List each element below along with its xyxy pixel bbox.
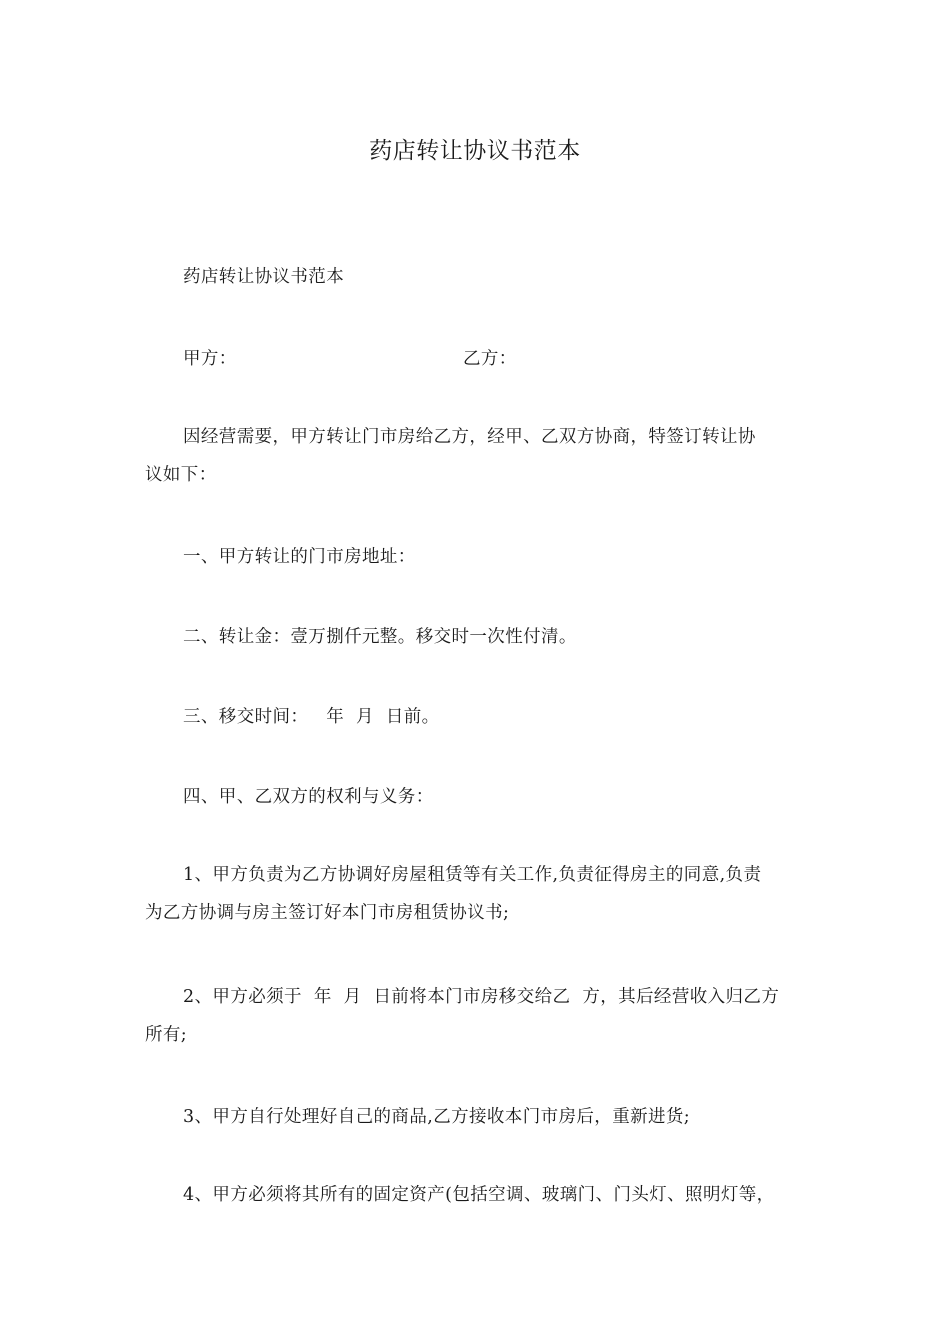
party-row [183,340,783,378]
item-2: 2、甲方必须于 年 月 日前将本门市房移交给乙 方，其后经营收入归乙方 所有; [145,987,780,1045]
party-b-label: 乙方： [463,349,517,369]
item-3: 3、甲方自行处理好自己的商品,乙方接收本门市房后，重新进货; [183,1107,691,1127]
clause-1: 一、甲方转让的门市房地址： [183,547,416,567]
document-subtitle: 药店转让协议书范本 [183,267,345,287]
item-4: 4、甲方必须将其所有的固定资产(包括空调、玻璃门、门头灯、照明灯等， [183,1185,775,1205]
intro-paragraph: 因经营需要，甲方转让门市房给乙方，经甲、乙双方协商，特签订转让协 议如下： [145,427,756,485]
document-title: 药店转让协议书范本 [369,138,581,164]
clause-2: 二、转让金：壹万捌仟元整。移交时一次性付清。 [183,627,577,647]
item-1: 1、甲方负责为乙方协调好房屋租赁等有关工作,负责征得房主的同意,负责 为乙方协调与房主签订好本门市房租赁协议书; [145,865,762,923]
clause-3: 三、移交时间： 年 月 日前。 [183,707,440,727]
clause-4: 四、甲、乙双方的权利与义务： [183,787,434,807]
party-a-label: 甲方： [183,349,237,369]
